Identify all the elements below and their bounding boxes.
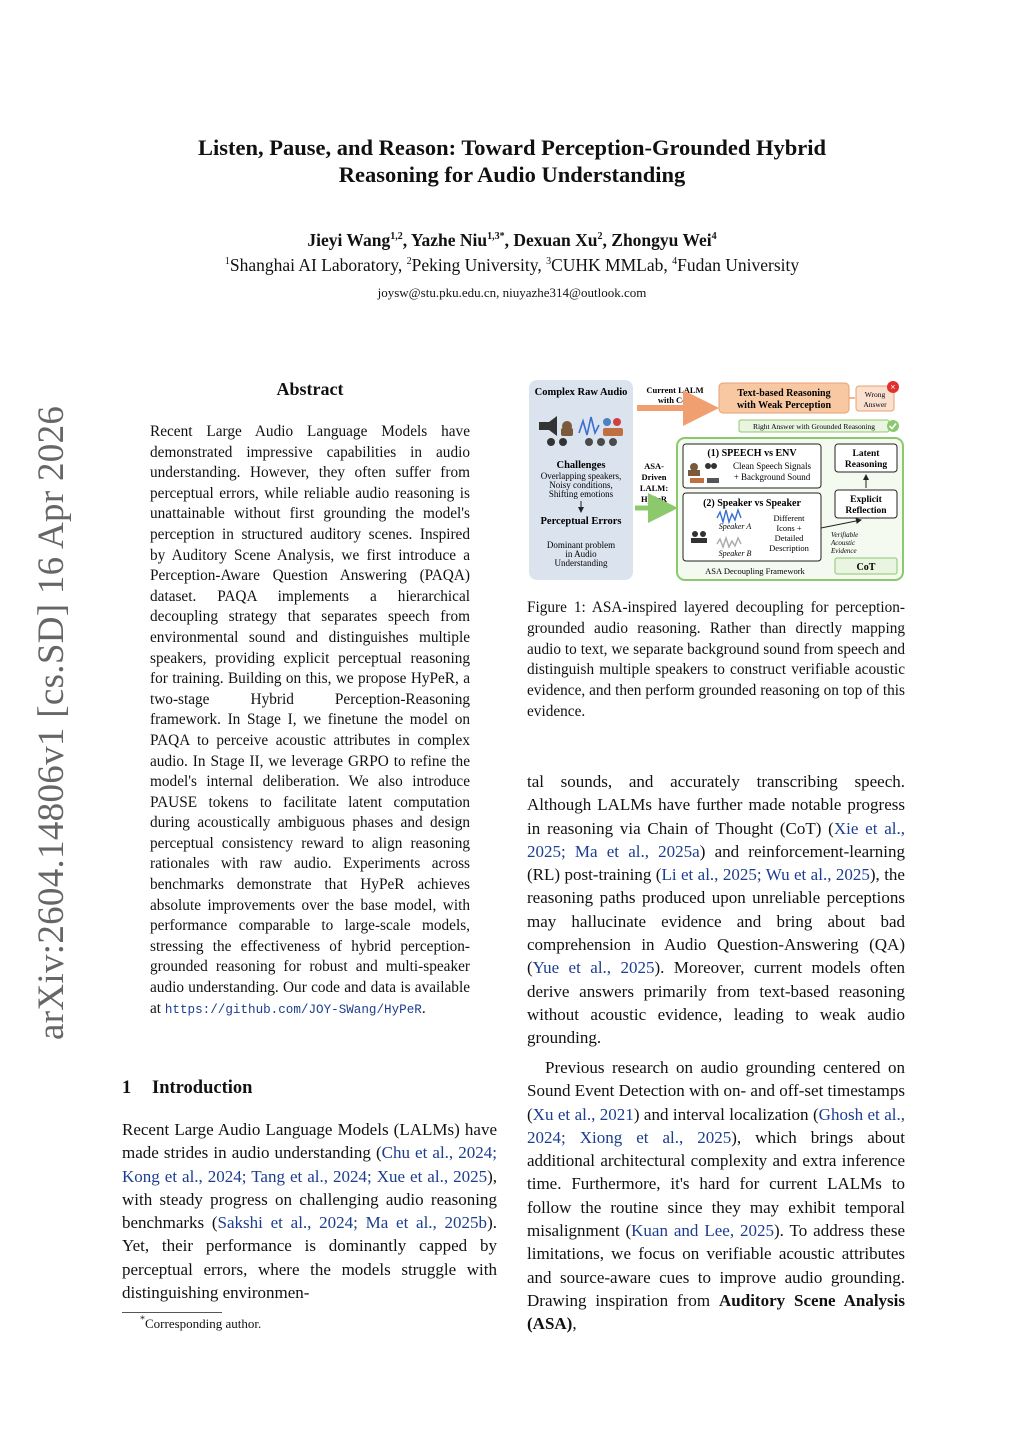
author-name: Jieyi Wang [307,230,391,250]
citation-link[interactable]: Yue et al., 2025 [532,958,655,978]
code-link[interactable]: https://github.com/JOY-SWang/HyPeR [164,1002,422,1017]
intro-paragraph [122,1118,497,1304]
affil-sup: 3 [546,256,552,268]
body-text: ). To address these limitations, we focus on verifiable acoustic attributes and source-aware cues to improve audio grounding. Drawing inspiration from [527,1221,906,1310]
author-affil-sup: 1,3* [487,231,505,243]
speaker-desc: Icons + [776,523,802,533]
wrong-answer-label: Wrong [864,390,886,399]
challenge-item: Shifting emotions [548,489,614,499]
citation-link[interactable]: Li et al., 2025; Wu et al., 2025 [661,865,870,885]
body-text: , [572,1314,577,1334]
affil-name: Fudan University [677,255,800,275]
verifiable-label: Verifiable [831,531,859,539]
affil-name: CUHK MMLab [551,255,664,275]
speaker-desc: Detailed [774,533,804,543]
framework-label: ASA Decoupling Framework [705,566,805,576]
affil-name: Shanghai AI Laboratory [229,255,398,275]
right-answer-label: Right Answer with Grounded Reasoning [752,422,876,431]
panel-title: Complex Raw Audio [534,387,628,398]
asa-driven-label: LALM: [639,483,669,493]
affil-sup: 1 [224,256,230,268]
speaker-desc: Description [769,543,809,553]
section-heading [122,1078,252,1099]
wrong-answer-label: Answer [863,400,887,409]
author-emails: joysw@stu.pku.edu.cn, niuyazhe314@outlook.com [377,285,647,300]
challenges-title: Challenges [556,460,606,471]
speaker-a-label: Speaker A [718,522,752,531]
citation-link[interactable]: Ghosh et al., 2024; Xiong et al., 2025 [527,1104,905,1147]
affil-sup: 2 [406,256,412,268]
errors-desc: Understanding [554,558,608,568]
abstract-body: Recent Large Audio Language Models have demonstrated impressive capabilities in audio understanding. However, they often suffer from perceptual errors, while reliable audio reasoning is unattainable without first grounding the model's perception in structured auditory scenes. Inspired by Auditory Scene Analysis, we first introduce a Perception-Aware Question Answering (PAQA) dataset. PAQA implements a hierarchical decoupling strategy that separates speech from environmental sound and distinguishes multiple speakers, providing explicit perceptual reasoning for training. Building on this, we propose HyPeR, a two-stage Hybrid Perception-Reasoning framework. In Stage I, we finetune the model on PAQA to perceive acoustic attributes in complex audio. In Stage II, we leverage GRPO to refine the model's internal deliberation. We also introduce PAUSE tokens to facilitate latent computation during acoustically ambiguous phases and design perceptual consistency reward to align reasoning rationales with raw audio. Experiments across benchmarks demonstrate that HyPeR achieves absolute improvements over the base model, with performance comparable to large-scale models, stressing the effectiveness of hybrid perception-grounded reasoning for robust and multi-speaker audio understanding. Our code and data is available at https://github.com/JOY-SWang/HyPeR. [150,423,470,1017]
verifiable-label: Acoustic [831,539,856,547]
arxiv-stamp: arXiv:2604.14806v1 [cs.SD] 16 Apr 2026 [31,405,72,1040]
latent-label: Latent [852,449,880,459]
body-text: ), which brings about additional architectural complexity and extra inference time. Furthermore, it's hard for current LALMs to follow the routine since they may exhibit temporal misalignment ( [527,1127,905,1241]
citation-link[interactable]: Xu et al., 2021 [532,1104,634,1124]
speech-env-title: (1) SPEECH vs ENV [707,448,797,459]
footnote [140,1316,261,1332]
figure-1-diagram [527,378,905,583]
x-glyph: × [890,382,896,392]
asa-driven-label: ASA- [644,461,664,471]
errors-title [541,516,622,527]
author-affil-sup: 1,2 [390,231,403,243]
affil-name: Peking University [411,255,538,275]
footnote-mark: * [140,1314,145,1326]
challenge-item: Overlapping speakers, [540,471,622,481]
latent-label: Reasoning [844,460,888,470]
text-reasoning-label: with Weak Perception [736,400,832,411]
speaker-title: (2) Speaker vs Speaker [703,498,801,509]
body-text: Previous research on audio grounding centered on Sound Event Detection with on- and off-set timestamps ( [527,1058,905,1124]
body-text: ), with steady progress on challenging audio reasoning benchmarks ( [122,1166,497,1233]
body-text: ) and reinforcement-learning (RL) post-training ( [527,841,905,885]
author-list: Jieyi Wang$^{1,2}$, Yazhe Niu$^{1,3*}$, Dexuan Xu$^2$, Zhongyu Wei$^4$ [307,230,717,250]
explicit-label: Explicit [850,495,882,505]
citation-link[interactable]: Chu et al., 2024; Kong et al., 2024; Tang et al., 2024; Xue et al., 2025 [122,1143,497,1186]
errors-desc: in Audio [565,549,597,559]
body-text: ). Moreover, current models often derive answers primarily from text-based reasoning without acoustic evidence, leading to weak audio grounding. [527,958,905,1048]
errors-title-text: Perceptual Errors [540,516,622,527]
author-affil-sup: 4 [711,231,717,243]
citation-link[interactable]: Xie et al., 2025; Ma et al., 2025a [527,818,905,861]
footnote-text: Corresponding author. [145,1316,262,1331]
paper-title [120,134,904,188]
text-reasoning-label: Text-based Reasoning [737,388,831,399]
errors-desc: Dominant problem [546,540,616,550]
body-paragraph [527,770,905,1050]
figure-caption: Figure 1: ASA-inspired layered decoupling for perception-grounded audio reasoning. Rather than directly mapping audio to text, we separate background sound from speech and distinguish multiple speakers to construct verifiable acoustic evidence, and then perform grounded reasoning on top of this evidence. [527,599,905,720]
section-title: Introduction [152,1078,253,1098]
body-text: tal sounds, and accurately transcribing speech. Although LALMs have further made notable progress in reasoning via Chain of Thought (CoT) ( [527,772,905,838]
speech-env-desc: + Background Sound [733,472,811,482]
abstract-text: Recent Large Audio Language Models have demonstrated impressive capabilities in audio understanding. However, they often suffer from perceptual errors, while reliable audio reasoning is unattainable without first grounding the model's perception in structured auditory scenes. Inspired by Auditory Scene Analysis, we first introduce a Perception-Aware Question Answering (PAQA) dataset. PAQA implements a hierarchical decoupling strategy that separates speech from environmental sound and distinguishes multiple speakers, providing explicit perceptual reasoning for training. Building on this, we propose HyPeR, a two-stage Hybrid Perception-Reasoning framework. In Stage I, we finetune the model on PAQA to perceive acoustic attributes in complex audio. In Stage II, we leverage GRPO to refine the model's internal deliberation. We also introduce PAUSE tokens to facilitate latent computation during acoustically ambiguous phases and design perceptual consistency reward to align reasoning rationales with raw audio. Experiments across benchmarks demonstrate that HyPeR achieves absolute improvements over the base model, with performance comparable to large-scale models, stressing the effectiveness of hybrid perception-grounded reasoning for robust and multi-speaker audio understanding. Our code and data is available at [150,423,470,1017]
current-lalm-label: with CoT [657,395,693,405]
asa-driven-label: HyPeR [641,494,667,504]
body-text: ) and interval localization ( [633,1104,819,1124]
explicit-label: Reflection [845,506,887,516]
title-line-1: Listen, Pause, and Reason: Toward Perception-Grounded Hybrid [197,135,826,160]
challenge-item: Noisy conditions, [549,480,613,490]
author-name: Yazhe Niu [410,230,488,250]
section-number: 1 [122,1078,132,1098]
body-text: Recent Large Audio Language Models (LALMs) have made strides in audio understanding ( [122,1120,497,1163]
emphasis-text: Auditory Scene Analysis (ASA) [527,1290,905,1334]
footnote-rule [122,1312,222,1313]
abstract-heading: Abstract [276,379,344,399]
citation-link[interactable]: Kuan and Lee, 2025 [631,1221,775,1241]
asa-driven-label: Driven [641,472,667,482]
author-affil-sup: 2 [597,231,603,243]
current-lalm-label: Current LALM [646,385,704,395]
author-name: Zhongyu Wei [611,230,712,250]
body-paragraph [527,1056,905,1336]
speaker-desc: Different [773,513,805,523]
body-text: ). Yet, their performance is dominantly capped by perceptual errors, where the models struggle with distinguishing environmen- [122,1213,497,1303]
speech-env-desc: Clean Speech Signals [733,461,811,471]
author-name: Dexuan Xu [513,230,598,250]
verifiable-label: Evidence [831,547,857,555]
affiliations: $^1$Shanghai AI Laboratory, $^2$Peking University, $^3$CUHK MMLab, $^4$Fudan University [224,255,800,275]
body-text: ), the reasoning paths produced upon unreliable perceptions may hallucinate evidence and bring about bad comprehension in Audio Question-Answering (QA) ( [527,865,905,978]
affil-sup: 4 [672,256,678,268]
speaker-b-label: Speaker B [718,549,752,558]
title-line-2: Reasoning for Audio Understanding [338,162,686,187]
cot-label: CoT [856,562,876,573]
citation-link[interactable]: Sakshi et al., 2024; Ma et al., 2025b [217,1213,488,1233]
